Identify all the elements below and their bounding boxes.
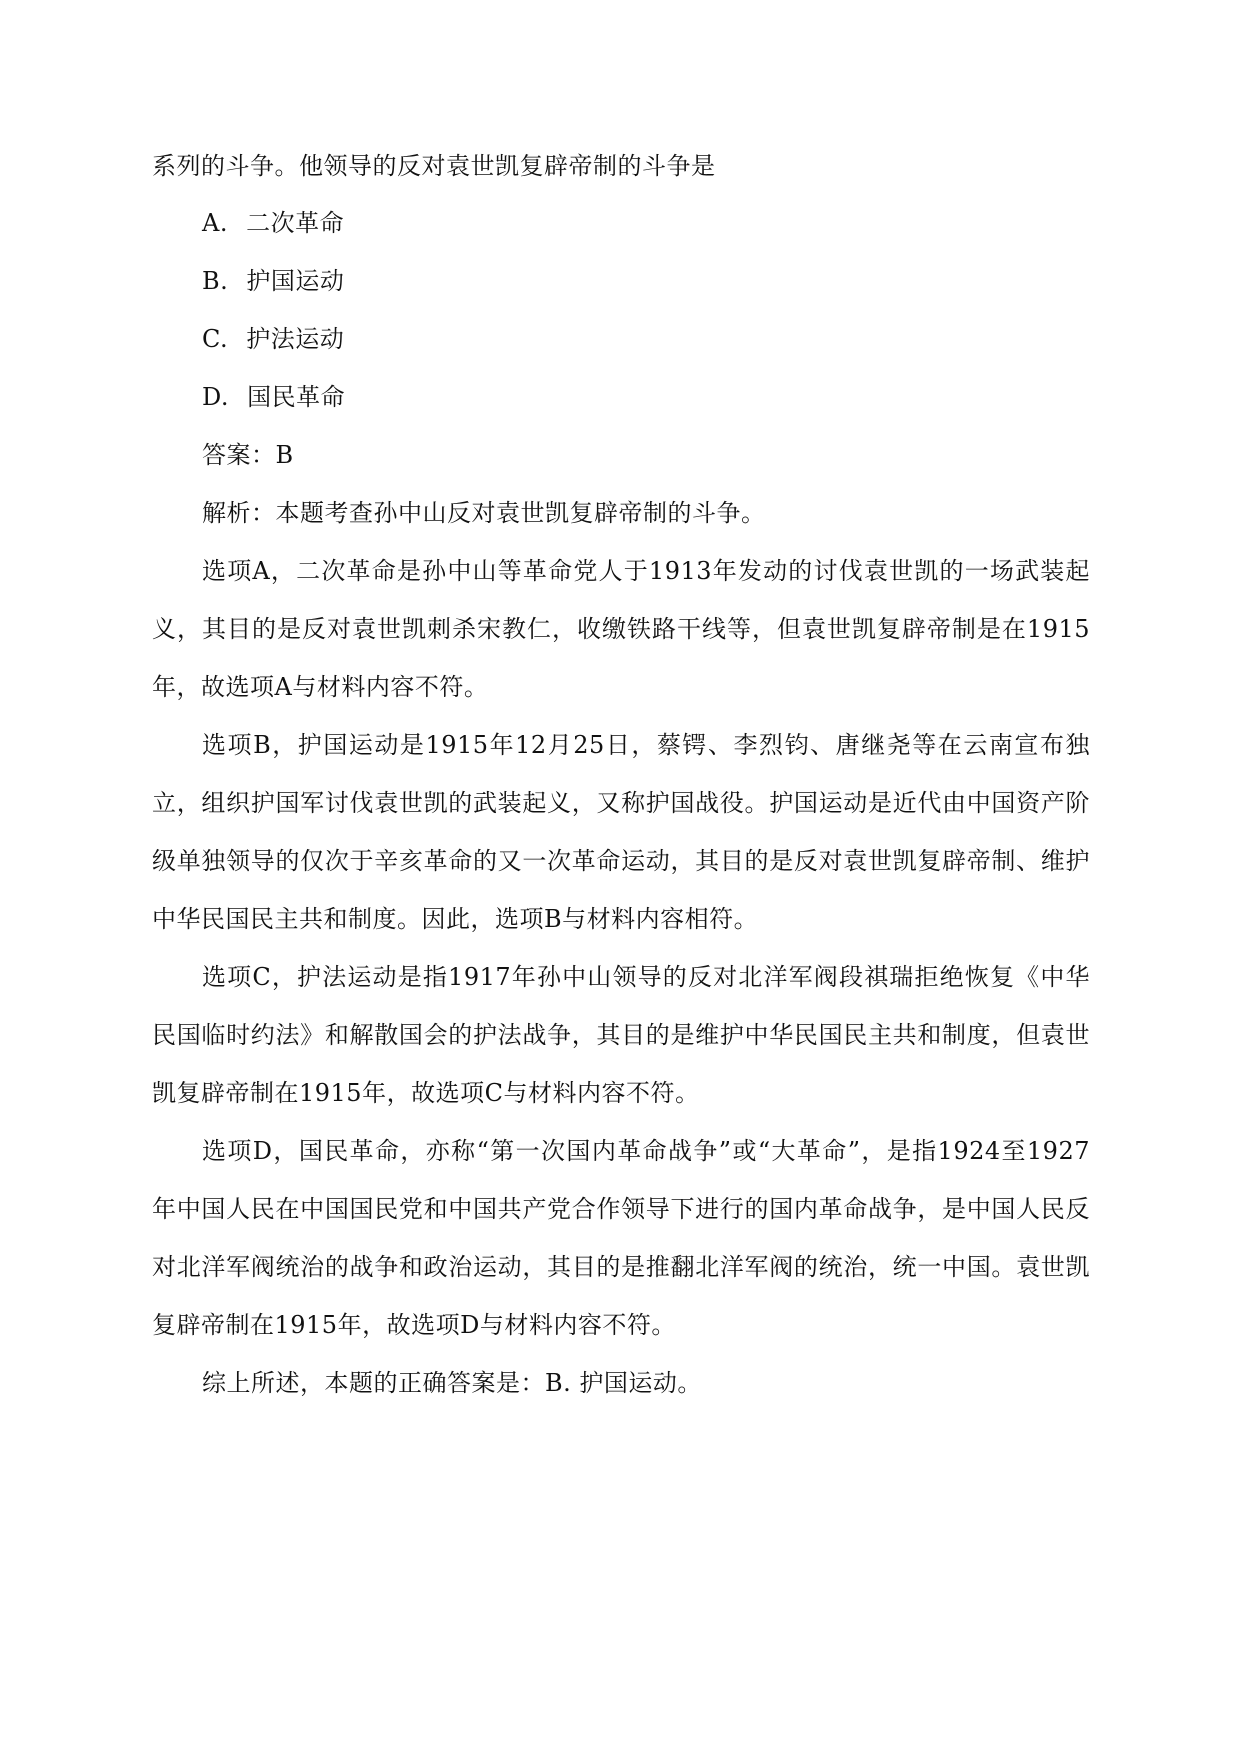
- paragraph-a-line-2: 义，其目的是反对袁世凯刺杀宋教仁，收缴铁路干线等，但袁世凯复辟帝制是在1915: [152, 615, 1090, 643]
- analysis-intro: 解析：本题考查孙中山反对袁世凯复辟帝制的斗争。: [202, 499, 766, 527]
- question-text: 系列的斗争。他领导的反对袁世凯复辟帝制的斗争是: [152, 152, 716, 180]
- paragraph-d-line-1: 选项D，国民革命，亦称“第一次国内革命战争”或“大革命”，是指1924至1927: [202, 1137, 1090, 1165]
- paragraph-b-line-3: 级单独领导的仅次于辛亥革命的又一次革命运动，其目的是反对袁世凯复辟帝制、维护: [152, 847, 1090, 875]
- option-b: [202, 266, 344, 296]
- option-c: [202, 324, 344, 354]
- option-d-letter: D.: [202, 383, 230, 411]
- paragraph-c-line-3: 凯复辟帝制在1915年，故选项C与材料内容不符。: [152, 1079, 700, 1107]
- option-d-text: 国民革命: [247, 383, 346, 411]
- paragraph-c-line-2: 民国临时约法》和解散国会的护法战争，其目的是维护中华民国民主共和制度，但袁世: [152, 1021, 1090, 1049]
- option-d: [202, 382, 345, 412]
- option-b-text: 护国运动: [246, 267, 345, 295]
- paragraph-b-line-2: 立，组织护国军讨伐袁世凯的武装起义，又称护国战役。护国运动是近代由中国资产阶: [152, 789, 1090, 817]
- paragraph-b-line-4: 中华民国民主共和制度。因此，选项B与材料内容相符。: [152, 905, 759, 933]
- conclusion: 综上所述，本题的正确答案是：B. 护国运动。: [202, 1369, 702, 1397]
- option-c-text: 护法运动: [246, 325, 345, 353]
- option-a-letter: A.: [202, 209, 228, 237]
- paragraph-d-line-3: 对北洋军阀统治的战争和政治运动，其目的是推翻北洋军阀的统治，统一中国。袁世凯: [152, 1253, 1090, 1281]
- paragraph-d-line-4: 复辟帝制在1915年，故选项D与材料内容不符。: [152, 1311, 676, 1339]
- paragraph-a-line-3: 年，故选项A与材料内容不符。: [152, 673, 489, 701]
- paragraph-c-line-1: 选项C，护法运动是指1917年孙中山领导的反对北洋军阀段祺瑞拒绝恢复《中华: [202, 963, 1090, 991]
- option-a: [202, 208, 344, 238]
- answer-line: 答案：B: [202, 441, 294, 469]
- option-c-letter: C.: [202, 325, 229, 353]
- option-b-letter: B.: [202, 267, 229, 295]
- paragraph-d-line-2: 年中国人民在中国国民党和中国共产党合作领导下进行的国内革命战争，是中国人民反: [152, 1195, 1090, 1223]
- paragraph-a-line-1: 选项A，二次革命是孙中山等革命党人于1913年发动的讨伐袁世凯的一场武装起: [202, 557, 1090, 585]
- option-a-text: 二次革命: [246, 209, 345, 237]
- paragraph-b-line-1: 选项B，护国运动是1915年12月25日，蔡锷、李烈钧、唐继尧等在云南宣布独: [202, 731, 1090, 759]
